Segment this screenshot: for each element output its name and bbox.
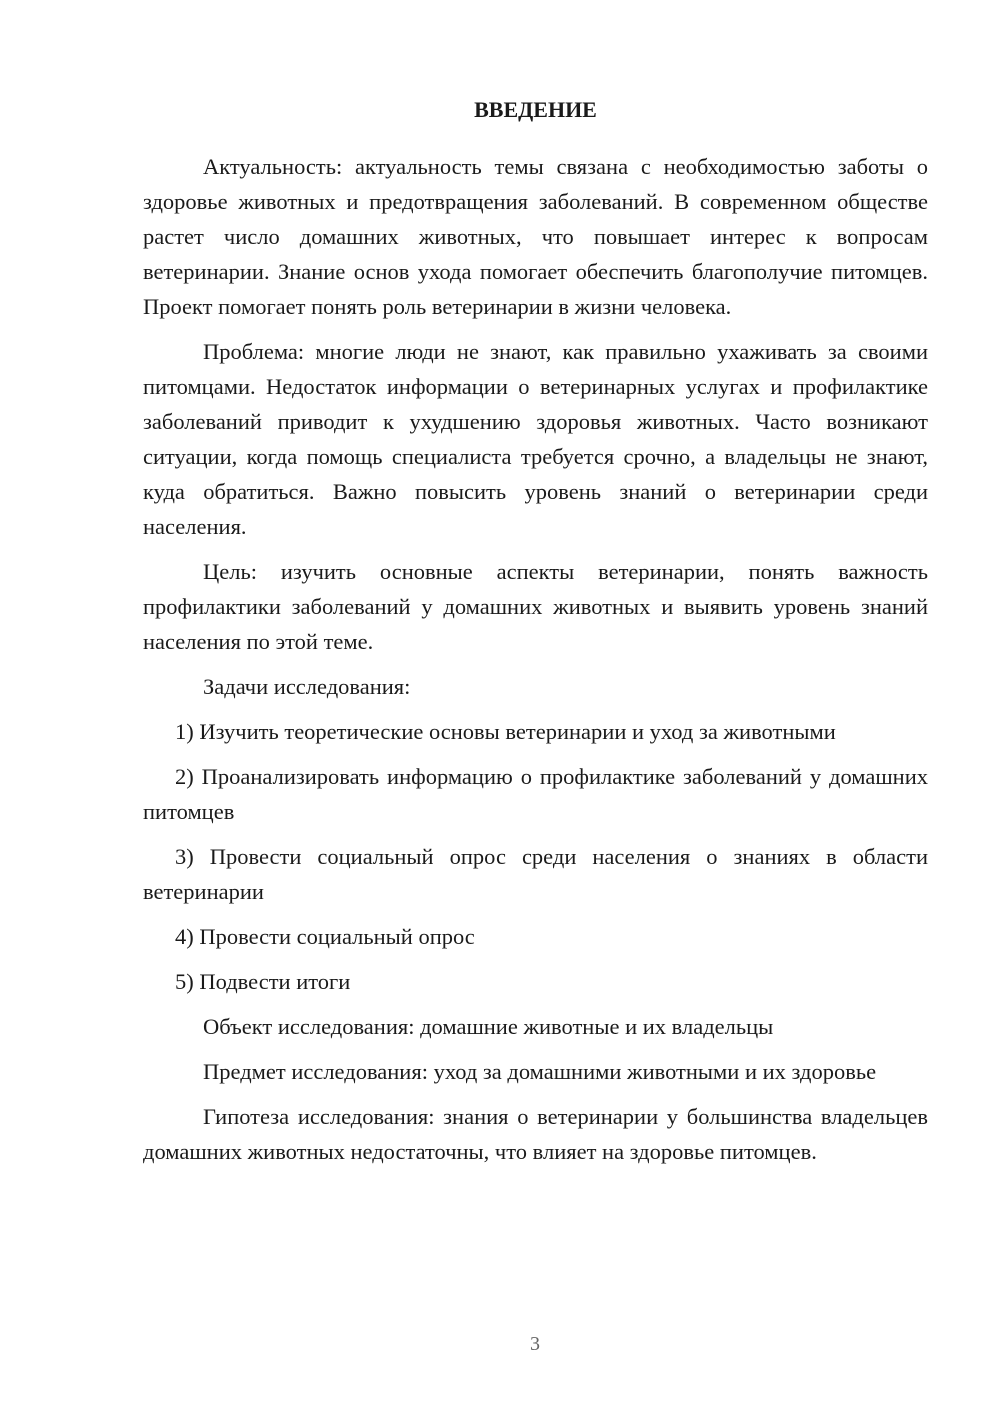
paragraph-relevance: Актуальность: актуальность темы связана с необходимостью заботы о здоровье животных и предотвращения заболеваний. В современном обществе растет число домашних животных, что повышает интерес к вопросам ветеринарии. Знание основ ухода помогает обеспечить благополучие питомцев. Проект помогает понять роль ветеринарии в жизни человека. (143, 154, 928, 319)
paragraph-hypothesis: Гипотеза исследования: знания о ветеринарии у большинства владельцев домашних животных недостаточны, что влияет на здоровье питомцев. (143, 1104, 928, 1164)
task-item: 1) Изучить теоретические основы ветеринарии и уход за животными (175, 719, 836, 744)
page-number: 3 (530, 1333, 540, 1355)
tasks-heading: Задачи исследования: (203, 674, 411, 699)
paragraph-problem: Проблема: многие люди не знают, как правильно ухаживать за своими питомцами. Недостаток информации о ветеринарных услугах и профилактике заболеваний приводит к ухудшению здоровья животных. Часто возникают ситуации, когда помощь специалиста требуется срочно, а владельцы не знают, куда обратиться. Важно повысить уровень знаний о ветеринарии среди населения. (143, 339, 928, 539)
document-page (143, 92, 928, 1179)
task-item: 2) Проанализировать информацию о профилактике заболеваний у домашних питомцев (143, 764, 928, 824)
paragraph-subject: Предмет исследования: уход за домашними животными и их здоровье (203, 1059, 877, 1084)
paragraph-object: Объект исследования: домашние животные и их владельцы (203, 1014, 774, 1039)
task-item: 3) Провести социальный опрос среди населения о знаниях в области ветеринарии (143, 844, 928, 904)
task-item: 5) Подвести итоги (175, 969, 351, 994)
task-item: 4) Провести социальный опрос (175, 924, 475, 949)
paragraph-goal: Цель: изучить основные аспекты ветеринарии, понять важность профилактики заболеваний у домашних животных и выявить уровень знаний населения по этой теме. (143, 559, 928, 654)
page-title: ВВЕДЕНИЕ (474, 97, 597, 122)
